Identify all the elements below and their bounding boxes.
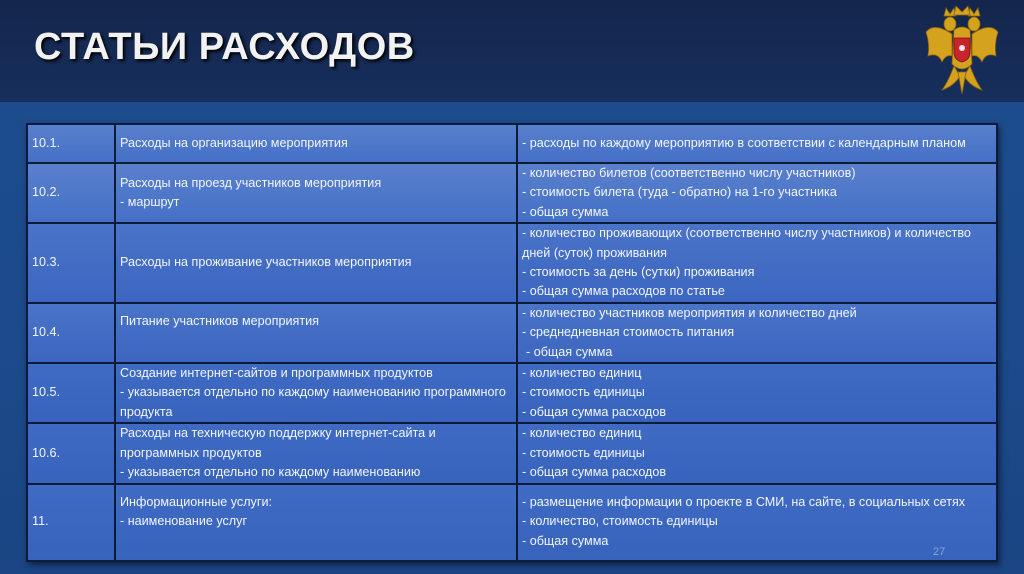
expense-detail-line: - стоимость билета (туда - обратно) на 1-го участника (522, 185, 837, 200)
item-number: 11. (27, 484, 115, 561)
expense-details-cell (517, 163, 997, 223)
item-number: 10.2. (27, 163, 115, 223)
expense-detail-line: - общая сумма расходов (522, 465, 667, 480)
expense-name-line: - маршрут (120, 195, 180, 210)
table-row (27, 423, 997, 483)
expense-name-line: Расходы на проживание участников мероприятия (120, 255, 412, 270)
expense-name-line: Питание участников мероприятия (120, 313, 319, 328)
expense-name-line: Расходы на проезд участников мероприятия (120, 175, 382, 190)
expense-name-cell (115, 124, 517, 163)
expense-detail-line: - среднедневная стоимость питания (522, 325, 735, 340)
table-row (27, 363, 997, 423)
table-row (27, 163, 997, 223)
expense-details-cell (517, 303, 997, 363)
expense-name-line: Расходы на техническую поддержку интернет-сайта и программных продуктов (120, 426, 436, 460)
expense-details-cell (517, 363, 997, 423)
expense-detail-line: - стоимость за день (сутки) проживания (522, 265, 755, 280)
expense-name-cell (115, 363, 517, 423)
item-number: 10.6. (27, 423, 115, 483)
expense-detail-line: - общая сумма (522, 533, 609, 548)
expense-details-cell (517, 484, 997, 561)
expense-detail-line: - стоимость единицы (522, 385, 645, 400)
expense-detail-line: - размещение информации о проекте в СМИ, на сайте, в социальных сетях (522, 494, 966, 509)
expense-name-cell (115, 423, 517, 483)
expense-name-cell (115, 484, 517, 561)
expense-name-cell (115, 163, 517, 223)
expense-detail-line: - количество участников мероприятия и количество дней (522, 305, 857, 320)
expense-name-line: - указывается отдельно по каждому наименованию программного продукта (120, 385, 506, 419)
expense-detail-line: - общая сумма расходов по статье (522, 284, 725, 299)
item-number: 10.1. (27, 124, 115, 163)
expense-detail-line: - общая сумма (526, 344, 613, 359)
table-row (27, 303, 997, 363)
page-number: 27 (933, 546, 946, 558)
expense-detail-line: - расходы по каждому мероприятию в соответствии с календарным планом (522, 135, 966, 150)
slide-title: СТАТЬИ РАСХОДОВ (34, 26, 415, 68)
expense-table (26, 123, 998, 562)
expense-name-line: Создание интернет-сайтов и программных продуктов (120, 366, 433, 381)
expense-detail-line: - количество проживающих (соответственно числу участников) и количество дней (суток) проживания (522, 226, 971, 260)
expense-detail-line: - количество единиц (522, 426, 642, 441)
expense-name-line: - наименование услуг (120, 513, 248, 528)
expense-detail-line: - стоимость единицы (522, 445, 645, 460)
expense-name-cell (115, 223, 517, 303)
expense-name-line: Информационные услуги: (120, 494, 272, 509)
expense-details-cell (517, 423, 997, 483)
expense-detail-line: - количество, стоимость единицы (522, 514, 718, 529)
expense-detail-line: - общая сумма (522, 204, 609, 219)
expense-details-cell (517, 223, 997, 303)
item-number: 10.4. (27, 303, 115, 363)
expense-name-line: Расходы на организацию мероприятия (120, 135, 348, 150)
expense-name-line: - указывается отдельно по каждому наименованию (120, 465, 421, 480)
coat-of-arms-emblem-icon (924, 4, 1000, 98)
expense-name-cell (115, 303, 517, 363)
item-number: 10.3. (27, 223, 115, 303)
expense-detail-line: - количество билетов (соответственно числу участников) (522, 166, 856, 180)
expense-detail-line: - количество единиц (522, 366, 642, 381)
expense-details-cell (517, 124, 997, 163)
expense-detail-line: - общая сумма расходов (522, 404, 667, 419)
table-row (27, 223, 997, 303)
table-row (27, 484, 997, 561)
slide-header (0, 0, 1024, 102)
item-number: 10.5. (27, 363, 115, 423)
table-row (27, 124, 997, 163)
